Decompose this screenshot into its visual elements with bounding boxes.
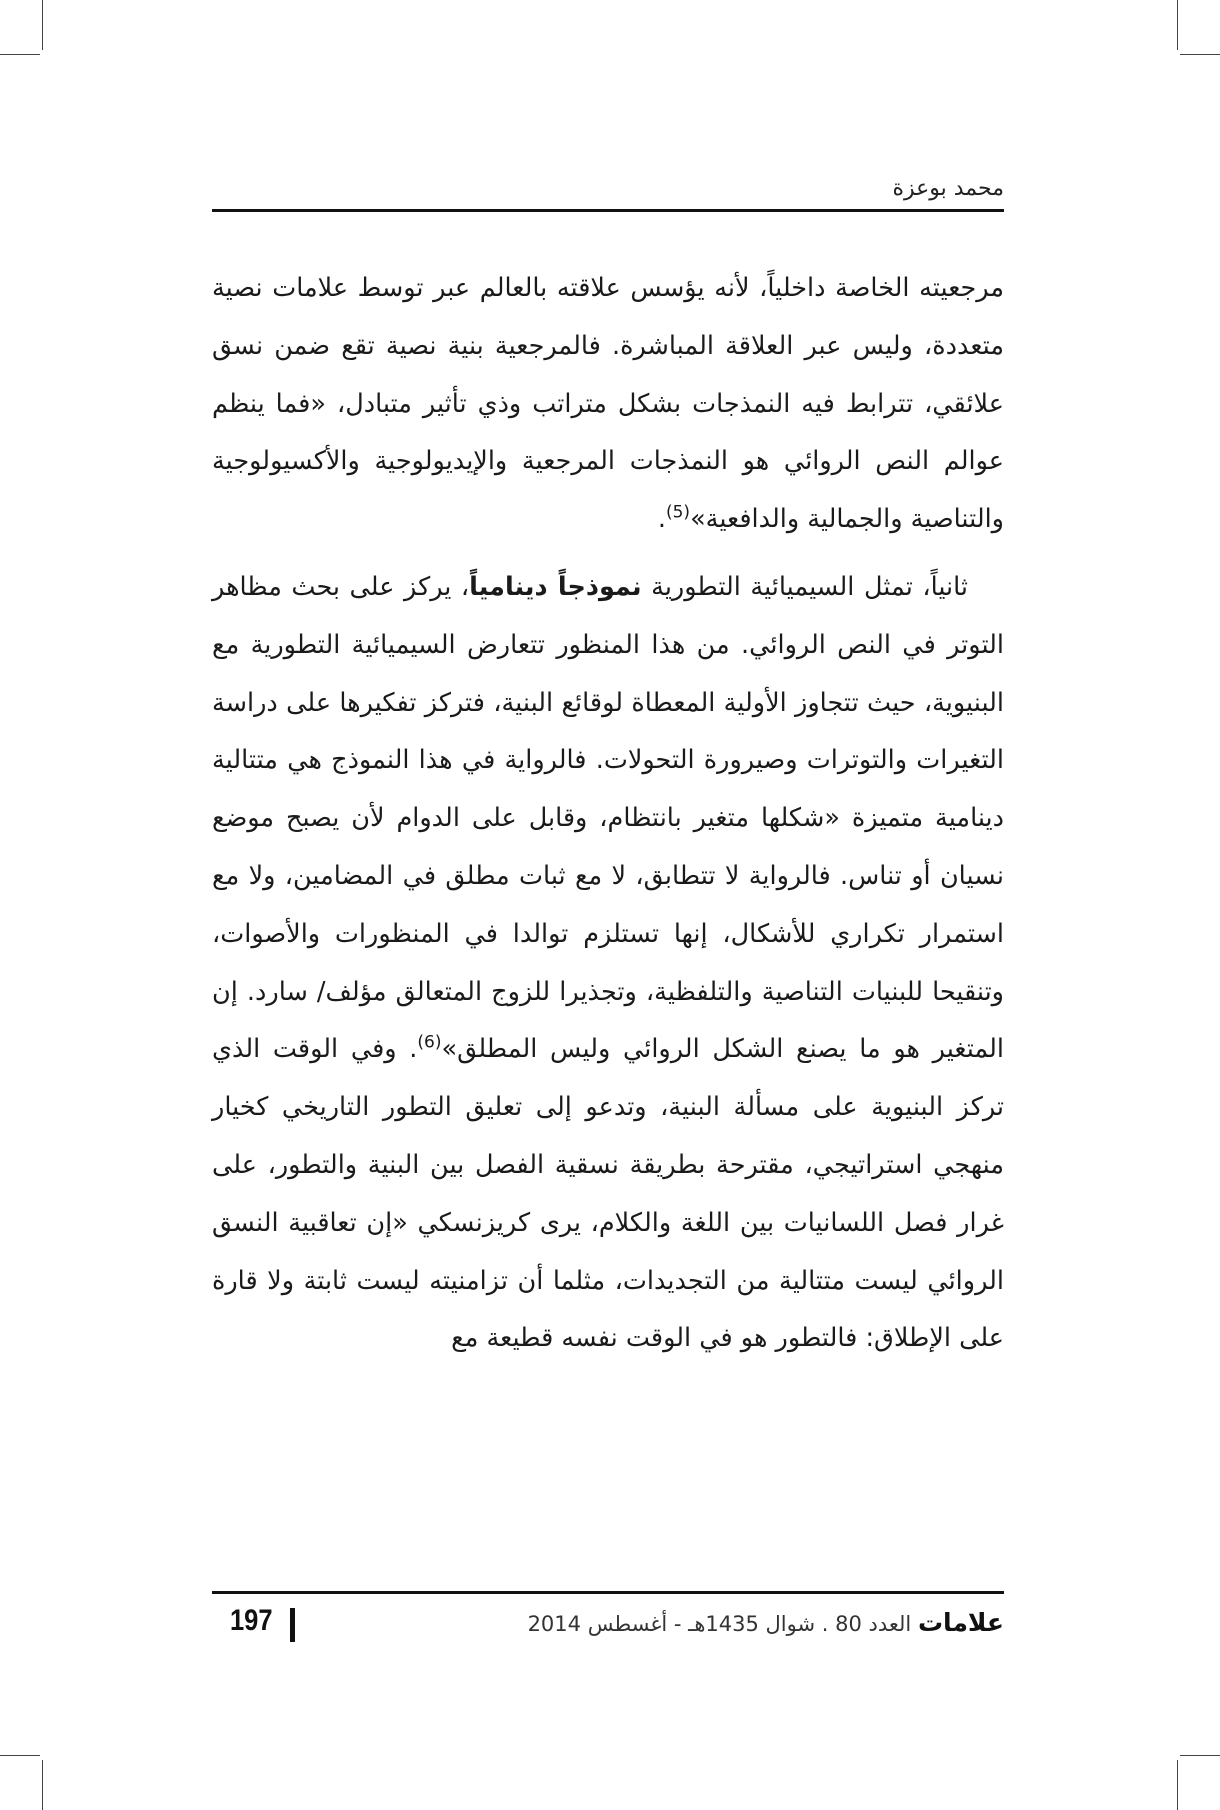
crop-mark xyxy=(0,1755,40,1756)
paragraph-text: ، يركز على بحث مظاهر التوتر في النص الروائي. من هذا المنظور تتعارض السيميائية التطورية مع البنيوية، حيث تتجاوز الأولية المعطاة لوقائع البنية، فتركز تفكيرها على دراسة التغيرات والتوترات وصيرورة التحولات. فالرواية في هذا النموذج هي متتالية دينامية متميزة «شكلها متغير بانتظام، وقابل على الدوام لأن يصبح موضع نسيان أو تناس. فالرواية لا تتطابق، لا مع ثبات مطلق في المضامين، ولا مع استمرار تكراري للأشكال، إنها تستلزم توالدا في المنظورات والأصوات، وتنقيحا للبنيات التناصية والتلفظية، وتجذيرا للزوج المتعالق مؤلف/ سارد. إن المتغير هو ما يصنع الشكل الروائي وليس المطلق» xyxy=(212,571,1004,1065)
paragraph-text: مرجعيته الخاصة داخلياً، لأنه يؤسس علاقته بالعالم عبر توسط علامات نصية متعددة، وليس عبر العلاقة المباشرة. فالمرجعية بنية نصية تقع ضمن نسق علائقي، تترابط فيه النمذجات بشكل متراتب وذي تأثير متبادل، «فما ينظم عوالم النص الروائي هو النمذجات المرجعية والإيديولوجية والأكسيولوجية والتناصية والجمالية والدافعية» xyxy=(212,273,1004,535)
paragraph-text: ثانياً، تمثل السيميائية التطورية xyxy=(641,571,968,602)
crop-mark xyxy=(1177,0,1178,50)
footnote-reference[interactable]: (6) xyxy=(417,1032,442,1053)
crop-mark xyxy=(1177,1760,1178,1810)
page-footer xyxy=(212,1591,1004,1644)
issue-info: العدد 80 . شوال 1435هـ - أغسطس 2014 xyxy=(527,1612,918,1636)
paragraph-ending: . xyxy=(657,504,666,535)
crop-mark xyxy=(1180,54,1220,55)
emphasis-text: نموذجاً دينامياً xyxy=(469,571,642,602)
crop-mark xyxy=(42,1760,43,1810)
crop-mark xyxy=(42,0,43,50)
journal-info xyxy=(306,1608,1004,1637)
running-header xyxy=(212,168,1004,212)
crop-mark xyxy=(0,54,40,55)
paragraph xyxy=(212,260,1004,549)
paragraph xyxy=(212,559,1004,1368)
author-name: محمد بوعزة xyxy=(892,176,1004,201)
journal-logo: علامات xyxy=(917,1608,1004,1637)
article-body xyxy=(212,260,1004,1368)
footer-divider xyxy=(290,1608,295,1642)
crop-mark xyxy=(1180,1755,1220,1756)
page-number: 197 xyxy=(230,1604,273,1637)
paragraph-text: . وفي الوقت الذي تركز البنيوية على مسألة البنية، وتدعو إلى تعليق التطور التاريخي كخيار منهجي استراتيجي، مقترحة بطريقة نسقية الفصل بين البنية والتطور، على غرار فصل اللسانيات بين اللغة والكلام، يرى كريزنسكي «إن تعاقبية النسق الروائي ليست متتالية من التجديدات، مثلما أن تزامنيته ليست ثابتة ولا قارة على الإطلاق: فالتطور هو في الوقت نفسه قطيعة مع xyxy=(212,1034,1004,1354)
footnote-reference[interactable]: (5) xyxy=(665,502,691,523)
